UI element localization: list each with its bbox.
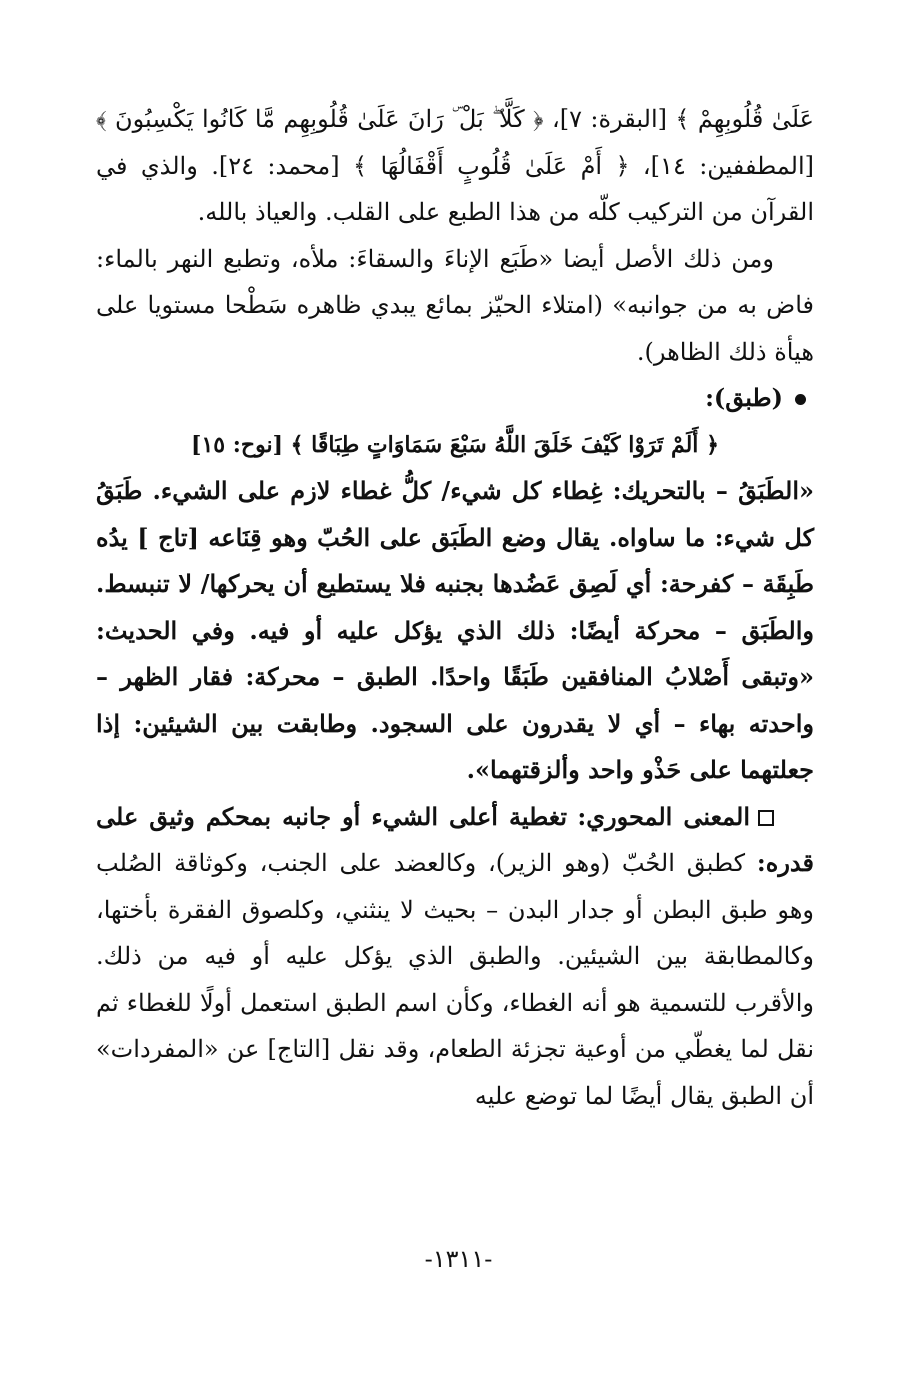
definition-paragraph: «الطَبَقُ – بالتحريك: غِطاء كل شيء/ كلُّ غطاء لازم على الشيء. طَبَقُ كل شيء: ما ساواه. يقال وضع الطَبَق على الحُبّ وهو قِنَاعه [تاج ] يدُه طَبِقَة – كفرحة: أي لَصِق عَضُدها بجنبه فلا يستطيع أن يحركها/ لا تنبسط. والطَبَق – محركة أيضًا: ذلك الذي يؤكل عليه أو فيه. وفي الحديث: «وتبقى أَصْلابُ المنافقين طَبَقًا واحدًا. الطبق – محركة: فقار الظهر – واحدته بهاء – أي لا يقدرون على السجود. وطابقت بين الشيئين: إذا جعلتهما على حَذْو واحد وألزقتهما». <box>96 476 814 784</box>
core-meaning-paragraph <box>96 794 814 1120</box>
entry-heading <box>96 375 814 422</box>
quran-verse: ﴿ أَلَمْ تَرَوْا كَيْفَ خَلَقَ اللَّهُ سَبْعَ سَمَاوَاتٍ طِبَاقًا ﴾ [نوح: ١٥] <box>191 431 719 458</box>
intro-paragraph: عَلَىٰ قُلُوبِهِمْ ﴾ [البقرة: ٧]، ﴿ كَلَّا ۖ بَلْ ۜ رَانَ عَلَىٰ قُلُوبِهِم مَّا كَانُوا يَكْسِبُونَ ﴾ [المطففين: ١٤]، ﴿ أَمْ عَلَىٰ قُلُوبٍ أَقْفَالُهَا ﴾ [محمد: ٢٤]. والذي في القرآن من التركيب كلّه من هذا الطبع على القلب. والعياذ بالله. <box>96 105 814 226</box>
core-meaning-text: كطبق الحُبّ (وهو الزير)، وكالعضد على الجنب، وكوثاقة الصُلب وهو طبق البطن أو جدار البدن – بحيث لا ينثني، وكلصوق الفقرة بأختها، وكالمطابقة بين الشيئين. والطبق الذي يؤكل عليه أو فيه من ذلك. والأقرب للتسمية هو أنه الغطاء، وكأن اسم الطبق استعمل أولًا للغطاء ثم نقل لما يغطّي من أوعية تجزئة الطعام، وقد نقل [التاج] عن «المفردات» أن الطبق يقال أيضًا لما توضع عليه <box>96 849 815 1110</box>
origin-paragraph: ومن ذلك الأصل أيضا «طَبَع الإناءَ والسقاءَ: ملأه، وتطبع النهر بالماء: فاض به من جوانبه» (امتلاء الحيّز بمائع يبدي ظاهره سَطْحا مستويا على هيأة ذلك الظاهر). <box>96 244 814 366</box>
entry-heading-text: (طبق): <box>705 383 783 412</box>
square-icon <box>758 810 774 826</box>
core-meaning-label: المعنى المحوري: <box>577 801 750 831</box>
main-text <box>96 96 814 1119</box>
page-number: -١٣١١- <box>424 1245 493 1273</box>
core-meaning-bold-text: تغطية أعلى الشيء أو جانبه بمحكم وثيق على قدره: <box>96 801 814 877</box>
bullet-icon <box>795 394 806 405</box>
